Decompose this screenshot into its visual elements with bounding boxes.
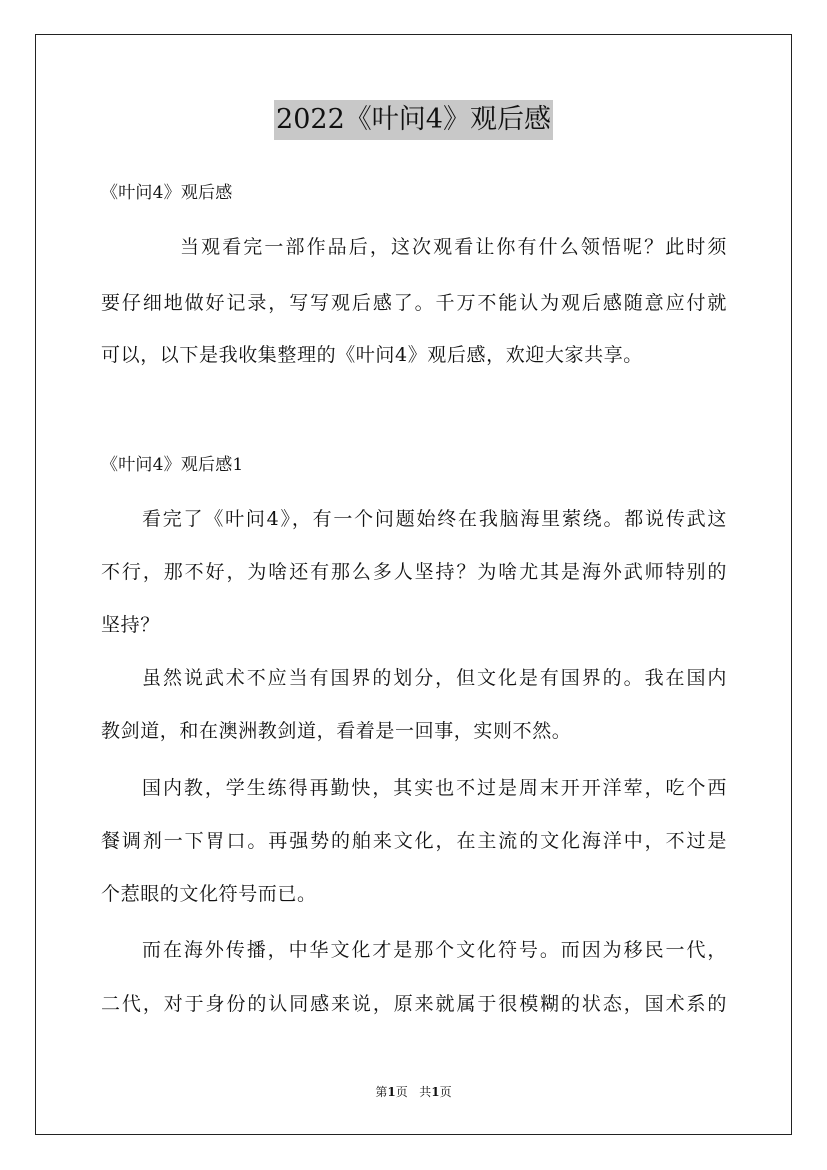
body-line-9: 而在海外传播，中华文化才是那个文化符号。而因为移民一代， [142,939,727,961]
body-line-3: 坚持？ [101,614,160,636]
page-prefix: 第 [375,1085,388,1099]
title-container [0,100,827,140]
intro-line-2: 要仔细地做好记录，写写观后感了。千万不能认为观后感随意应付就 [101,292,727,314]
page-number: 1 [387,1085,396,1099]
body-line-2: 不行，那不好，为啥还有那么多人坚持？为啥尤其是海外武师特别的 [101,561,727,583]
body-line-5: 教剑道，和在澳洲教剑道，看着是一回事，实则不然。 [101,720,572,742]
page-suffix: 页 [395,1085,408,1099]
document-title: 2022《叶问4》观后感 [274,100,553,140]
body-line-6: 国内教，学生练得再勤快，其实也不过是周末开开洋荤，吃个西 [142,777,727,799]
page-footer [0,1084,827,1100]
intro-line-3: 可以，以下是我收集整理的《叶问4》观后感，欢迎大家共享。 [101,344,643,366]
section-heading: 《叶问4》观后感1 [101,455,244,475]
total-prefix: 共 [419,1085,432,1099]
body-line-8: 个惹眼的文化符号而已。 [101,883,317,905]
body-line-1: 看完了《叶问4》，有一个问题始终在我脑海里萦绕。都说传武这 [142,508,727,530]
body-line-7: 餐调剂一下胃口。再强势的舶来文化，在主流的文化海洋中，不过是 [101,830,727,852]
subtitle: 《叶问4》观后感 [101,183,233,203]
body-line-10: 二代，对于身份的认同感来说，原来就属于很模糊的状态，国术系的 [101,993,727,1015]
body-line-4: 虽然说武术不应当有国界的划分，但文化是有国界的。我在国内 [142,667,727,689]
intro-line-1: 当观看完一部作品后，这次观看让你有什么领悟呢？此时须 [180,236,727,258]
total-pages: 1 [431,1085,440,1099]
total-suffix: 页 [439,1085,452,1099]
